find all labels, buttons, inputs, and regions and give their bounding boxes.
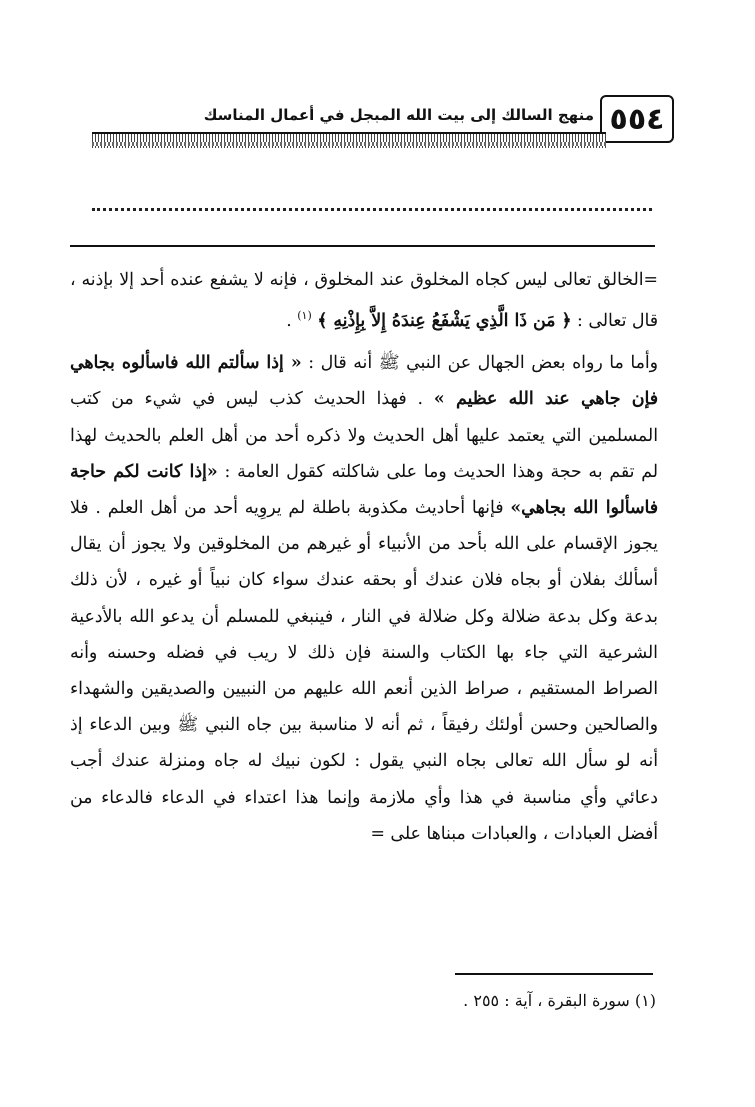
paragraph-1: [70, 262, 658, 339]
paragraph-2: [70, 345, 658, 852]
page-number-text: ٥٥٤: [609, 101, 665, 137]
header-rule: [92, 132, 606, 148]
common-saying-quote: «إذا كانت لكم حاجة فاسألوا الله بجاهي»: [70, 461, 658, 518]
paragraph-2-text-c: فإنها أحاديث مكذوبة باطلة لم يروِيه أحد من أهل العلم . فلا يجوز الإقسام على الله بأحد من الأنبياء أو غيرهم من المخلوقين ولا يجوز أن يقال أسألك بفلان أو بجاه فلان عندك أو بحقه عندك سواء كان نبياً أو غيره ، لأن ذلك بدعة وكل بدعة ضلالة وكل ضلالة في النار ، فينبغي للمسلم أن يدعو الله بالأدعية الشرعية التي جاء بها الكتاب والسنة فإن ذلك لا ريب في فضله وحسنه وأنه الصراط المستقيم ، صراط الذين أنعم الله عليهم من النبيين والصديقين والشهداء والصالحين وحسن أولئك رفيقاً ، ثم أنه لا مناسبة بين جاه النبي ﷺ وبين الدعاء إذ أنه لو سأل الله تعالى بجاه النبي يقول : لكون نبيك له جاه ومنزلة عندك أجب دعائي وأي مناسبة في هذا وأي ملازمة وإنما هذا اعتداء في الدعاء فالدعاء من أفضل العبادات ، والعبادات مبناها على =: [70, 497, 658, 844]
quran-verse: ﴿ مَن ذَا الَّذِي يَشْفَعُ عِندَهُ إِلاَّ بِإِذْنِهِ ﴾: [317, 310, 572, 331]
paragraph-2-text-b: . فهذا الحديث كذب ليس في شيء من كتب المسلمين التي يعتمد عليها أهل الحديث ولا ذكره أحد من أهل العلم بالحديث لهذا لم تقم به حجة وهذا الحديث وما على شاكلته كقول العامة :: [70, 389, 658, 482]
hadith-quote: « إذا سألتم الله فاسألوه بجاهي فإن جاهي عند الله عظيم »: [70, 353, 658, 410]
footnote: (١) سورة البقرة ، آية : ٢٥٥ .: [463, 991, 656, 1010]
paragraph-2-text-a: وأما ما رواه بعض الجهال عن النبي ﷺ أنه قال :: [301, 353, 658, 374]
footnote-reference: (١): [297, 309, 312, 323]
running-title: منهج السالك إلى بيت الله المبجل في أعمال المناسك: [203, 106, 594, 124]
paragraph-1-end: .: [286, 310, 298, 331]
footnote-rule: [455, 973, 653, 975]
main-text: [70, 262, 658, 852]
dotted-separator: [92, 208, 652, 215]
paragraph-1-text: =الخالق تعالى ليس كجاه المخلوق عند المخلوق ، فإنه لا يشفع عنده أحد إلا بإذنه ، قال تعالى :: [70, 270, 658, 331]
page-number: [600, 95, 674, 143]
top-rule: [70, 245, 655, 247]
